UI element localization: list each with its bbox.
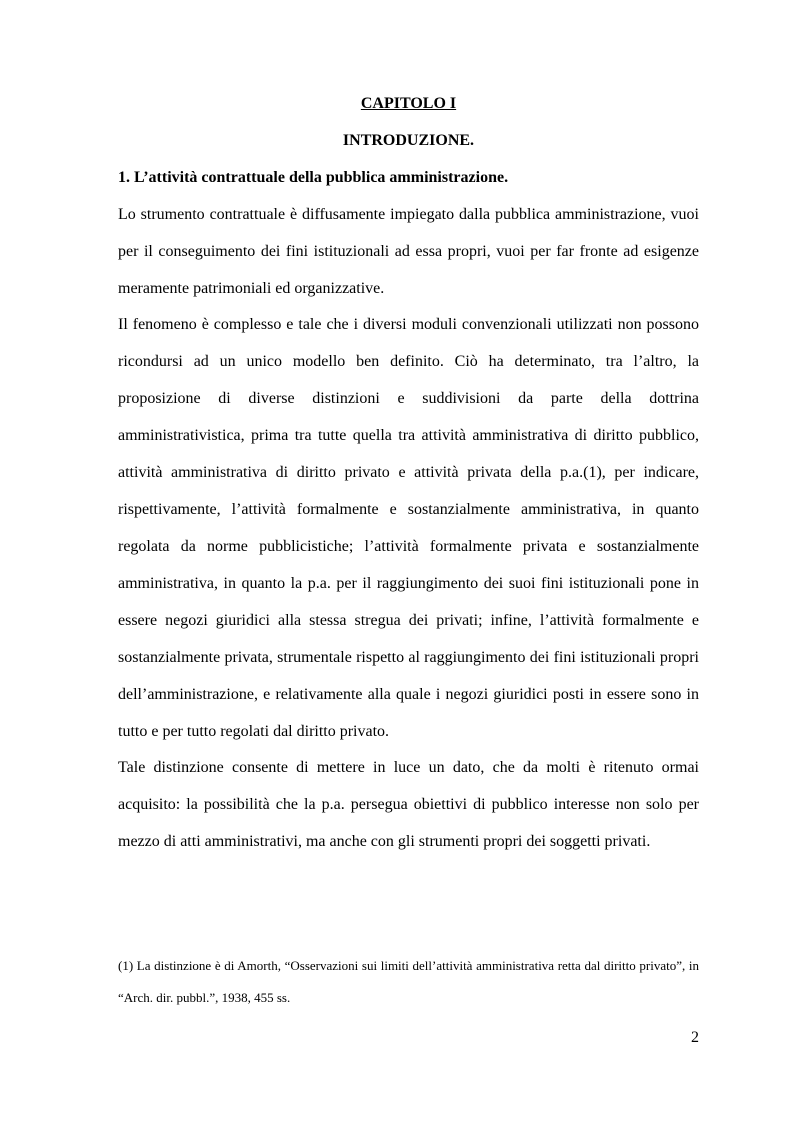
chapter-title: CAPITOLO I [360, 95, 457, 112]
body-paragraph-2: Il fenomeno è complesso e tale che i diversi moduli convenzionali utilizzati non possono ricondursi ad un unico modello ben definito. Ciò ha determinato, tra l’altro, la proposizione di diverse distinzioni e suddivisioni da parte della dottrina amministrativistica, prima tra tutte quella tra attività amministrativa di diritto pubblico, attività amministrativa di diritto privato e attività privata della p.a.(1), per indicare, rispettivamente, l’attività formalmente e sostanzialmente amministrativa, in quanto regolata da norme pubblicistiche; l’attività formalmente privata e sostanzialmente amministrativa, in quanto la p.a. per il raggiungimento dei suoi fini istituzionali pone in essere negozi giuridici alla stessa stregua dei privati; infine, l’attività formalmente e sostanzialmente privata, strumentale rispetto al raggiungimento dei fini istituzionali propri dell’amministrazione, e relativamente alla quale i negozi giuridici posti in essere sono in tutto e per tutto regolati dal diritto privato. [118, 316, 699, 740]
body-paragraph-3: Tale distinzione consente di mettere in luce un dato, che da molti è ritenuto ormai acquisito: la possibilità che la p.a. persegua obiettivi di pubblico interesse non solo per mezzo di atti amministrativi, ma anche con gli strumenti propri dei soggetti privati. [118, 759, 699, 850]
chapter-subtitle: INTRODUZIONE. [342, 132, 475, 149]
footnote: (1) La distinzione è di Amorth, “Osservazioni sui limiti dell’attività amministrativa retta dal diritto privato”, in “Arch. dir. pubbl.”, 1938, 455 ss. [118, 958, 699, 1005]
section-heading: 1. L’attività contrattuale della pubblica amministrazione. [118, 169, 509, 186]
body-paragraph-1: Lo strumento contrattuale è diffusamente impiegato dalla pubblica amministrazione, vuoi per il conseguimento dei fini istituzionali ad essa propri, vuoi per far fronte ad esigenze meramente patrimoniali ed organizzative. [118, 206, 699, 297]
page-number: 2 [691, 1029, 699, 1046]
